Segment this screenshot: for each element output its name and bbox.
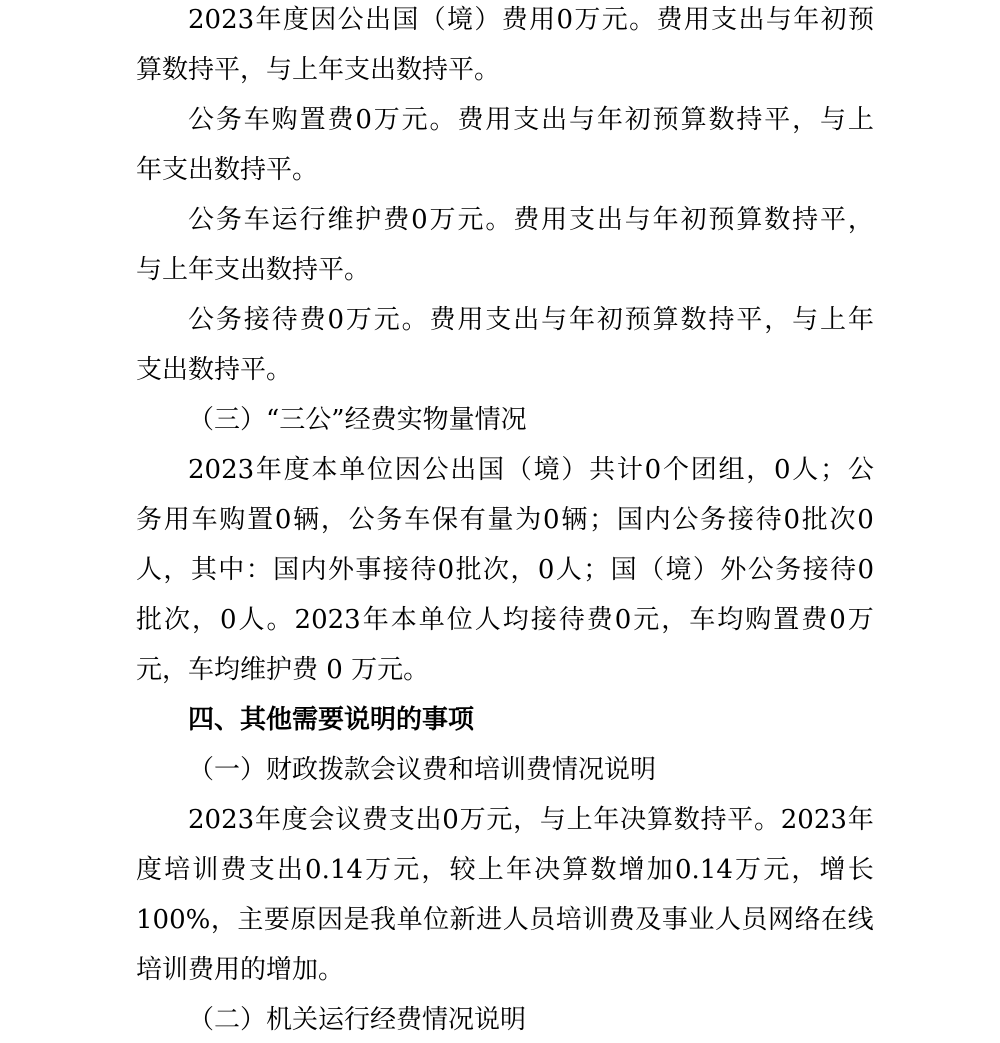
line-text: 四、其他需要说明的事项 [188, 705, 475, 735]
section-subheading [0, 402, 1000, 452]
paragraph-line [0, 452, 1000, 502]
line-text: 培训费用的增加。 [136, 955, 345, 985]
paragraph-line [0, 602, 1000, 652]
line-text: （二）机关运行经费情况说明 [188, 1005, 527, 1035]
line-text: 公 务 车 购 置 费 0 万 元 。 费 用 支 出 与 年 初 预 算 数 持 平 ， 与 上 [188, 105, 874, 135]
paragraph-line [0, 252, 1000, 302]
paragraph-line [0, 902, 1000, 952]
section-subheading [0, 1002, 1000, 1043]
line-text: 元，车均维护费 0 万元。 [136, 655, 430, 685]
line-text: 与上年支出数持平。 [136, 255, 371, 285]
paragraph-line [0, 952, 1000, 1002]
line-text: 2023 年 度 会 议 费 支 出 0 万 元 ， 与 上 年 决 算 数 持 平 。 2023 年 [188, 805, 874, 835]
paragraph-line [0, 202, 1000, 252]
paragraph-line [0, 852, 1000, 902]
line-text: 公 务 接 待 费 0 万 元 。 费 用 支 出 与 年 初 预 算 数 持 平 ， 与 上 年 [188, 305, 874, 335]
line-text: 100% ， 主 要 原 因 是 我 单 位 新 进 人 员 培 训 费 及 事 业 人 员 网 络 在 线 [136, 905, 874, 935]
paragraph-line [0, 352, 1000, 402]
paragraph-line [0, 552, 1000, 602]
line-text: 算数持平，与上年支出数持平。 [136, 55, 501, 85]
line-text: 支出数持平。 [136, 355, 293, 385]
paragraph-line [0, 802, 1000, 852]
line-text: 年支出数持平。 [136, 155, 319, 185]
line-text: （一）财政拨款会议费和培训费情况说明 [188, 755, 657, 785]
paragraph-line [0, 302, 1000, 352]
paragraph-line [0, 502, 1000, 552]
paragraph-line [0, 152, 1000, 202]
paragraph-line [0, 52, 1000, 102]
line-text: 批 次 ， 0 人 。 2023 年 本 单 位 人 均 接 待 费 0 元 ， 车 均 购 置 费 0 万 [136, 605, 874, 635]
line-text: 2023 年 度 本 单 位 因 公 出 国 （ 境 ） 共 计 0 个 团 组 ， 0 人 ； 公 [188, 455, 874, 485]
line-text: （三）“三公”经费实物量情况 [188, 405, 527, 435]
section-heading [0, 702, 1000, 752]
line-text: 务 用 车 购 置 0 辆 ， 公 务 车 保 有 量 为 0 辆 ； 国 内 公 务 接 待 0 批 次 0 [136, 505, 874, 535]
line-text: 2023 年 度 因 公 出 国 （ 境 ） 费 用 0 万 元 。 费 用 支 出 与 年 初 预 [188, 5, 874, 35]
paragraph-line [0, 2, 1000, 52]
section-subheading [0, 752, 1000, 802]
paragraph-line [0, 652, 1000, 702]
line-text: 公 务 车 运 行 维 护 费 0 万 元 。 费 用 支 出 与 年 初 预 算 数 持 平 ， [188, 205, 874, 235]
line-text: 度 培 训 费 支 出 0.14 万 元 ， 较 上 年 决 算 数 增 加 0.14 万 元 ， 增 长 [136, 855, 874, 885]
line-text: 人 ， 其 中 ： 国 内 外 事 接 待 0 批 次 ， 0 人 ； 国 （ 境 ） 外 公 务 接 待 0 [136, 555, 874, 585]
paragraph-line [0, 102, 1000, 152]
